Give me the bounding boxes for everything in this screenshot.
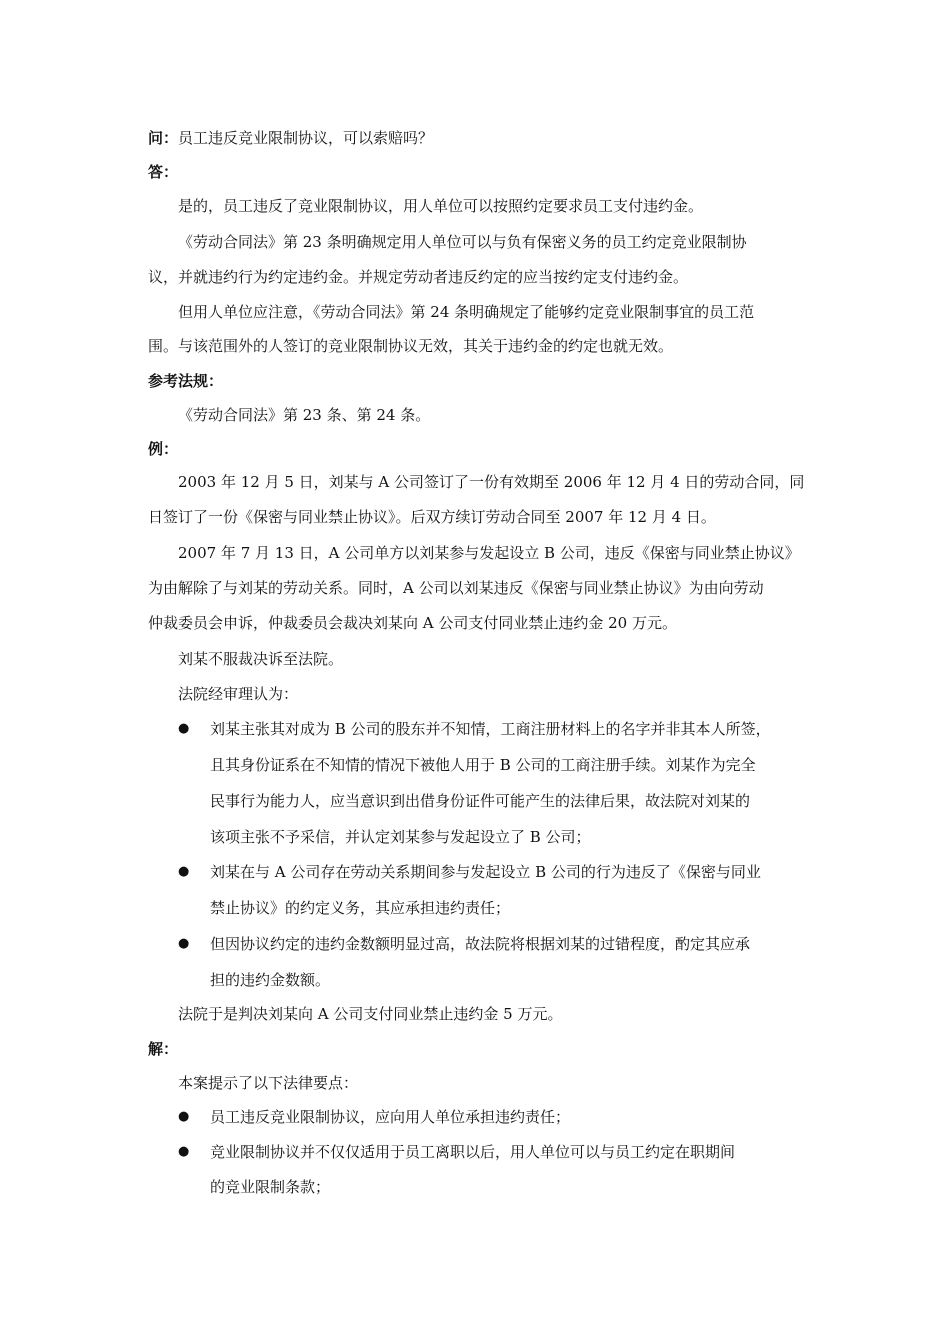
reference-label: 参考法规： — [148, 372, 224, 390]
bullet-text: 民事行为能力人，应当意识到出借身份证件可能产生的法律后果，故法院对刘某的 — [210, 792, 751, 810]
example-line: 2007 年 7 月 13 日，A 公司单方以刘某参与发起设立 B 公司，违反《保密与同业禁止协议》 — [178, 544, 800, 562]
bullet-text: 的竞业限制条款； — [210, 1178, 331, 1196]
bullet-dot: ● — [178, 721, 190, 736]
answer-label: 答： — [148, 163, 179, 181]
answer-line: 围。与该范围外的人签订的竞业限制协议无效，其关于违约金的约定也就无效。 — [148, 337, 674, 355]
bullet-text: 担的违约金数额。 — [210, 971, 331, 989]
bullet-text: 刘某在与 A 公司存在劳动关系期间参与发起设立 B 公司的行为违反了《保密与同业 — [210, 863, 761, 881]
example-label: 例： — [148, 440, 179, 458]
bullet-text: 员工违反竞业限制协议，应向用人单位承担违约责任； — [210, 1108, 571, 1126]
bullet-dot: ● — [178, 1109, 190, 1124]
example-line: 2003 年 12 月 5 日，刘某与 A 公司签订了一份有效期至 2006 年 12 月 4 日的劳动合同，同 — [178, 473, 805, 491]
answer-line: 《劳动合同法》第 23 条明确规定用人单位可以与负有保密义务的员工约定竞业限制协 — [178, 233, 747, 251]
bullet-text: 刘某主张其对成为 B 公司的股东并不知情，工商注册材料上的名字并非其本人所签， — [210, 720, 771, 738]
example-line: 日签订了一份《保密与同业禁止协议》。后双方续订劳动合同至 2007 年 12 月 4 日。 — [148, 508, 716, 526]
bullet-text: 竞业限制协议并不仅仅适用于员工离职以后，用人单位可以与员工约定在职期间 — [210, 1143, 736, 1161]
answer-line: 但用人单位应注意，《劳动合同法》第 24 条明确规定了能够约定竞业限制事宜的员工范 — [178, 303, 755, 321]
answer-line: 是的，员工违反了竞业限制协议，用人单位可以按照约定要求员工支付违约金。 — [178, 197, 704, 215]
bullet-dot: ● — [178, 936, 190, 951]
example-closing: 法院于是判决刘某向 A 公司支付同业禁止违约金 5 万元。 — [178, 1005, 563, 1023]
example-line: 为由解除了与刘某的劳动关系。同时，A 公司以刘某违反《保密与同业禁止协议》为由向劳动 — [148, 579, 764, 597]
solution-intro: 本案提示了以下法律要点： — [178, 1074, 359, 1092]
reference-text: 《劳动合同法》第 23 条、第 24 条。 — [178, 406, 431, 424]
example-line: 仲裁委员会申诉，仲裁委员会裁决刘某向 A 公司支付同业禁止违约金 20 万元。 — [148, 614, 677, 632]
bullet-dot: ● — [178, 864, 190, 879]
question-label: 问： — [148, 129, 179, 147]
answer-line: 议，并就违约行为约定违约金。并规定劳动者违反约定的应当按约定支付违约金。 — [148, 268, 689, 286]
solution-label: 解： — [148, 1040, 179, 1058]
bullet-dot: ● — [178, 1144, 190, 1159]
example-line: 法院经审理认为： — [178, 685, 299, 703]
bullet-text: 该项主张不予采信，并认定刘某参与发起设立了 B 公司； — [210, 828, 591, 846]
example-line: 刘某不服裁决诉至法院。 — [178, 650, 344, 668]
bullet-text: 但因协议约定的违约金数额明显过高，故法院将根据刘某的过错程度，酌定其应承 — [210, 935, 751, 953]
bullet-text: 禁止协议》的约定义务，其应承担违约责任； — [210, 899, 511, 917]
question-text: 员工违反竞业限制协议，可以索赔吗？ — [178, 129, 434, 147]
bullet-text: 且其身份证系在不知情的情况下被他人用于 B 公司的工商注册手续。刘某作为完全 — [210, 756, 756, 774]
